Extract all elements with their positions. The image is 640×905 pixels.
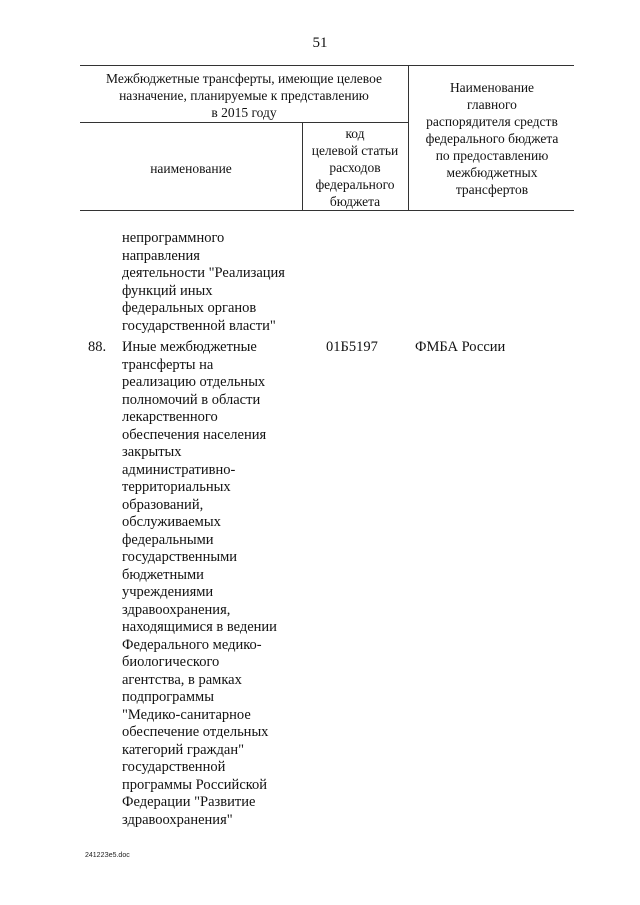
table-top-rule [80,65,574,66]
header-group-title: Межбюджетные трансферты, имеющие целевое назначение, планируемые к представлению в 2015 году [106,71,382,120]
table-row-distributor: ФМБА России [415,339,506,355]
header-column-distributor: Наименование главного распорядителя средств федерального бюджета по предоставлению межбюджетных трансфертов [425,80,559,197]
header-bottom-rule [80,210,574,211]
footer-file-name: 24122Зе5.doc [85,852,130,859]
header-column-divider-code-distributor [408,65,409,210]
page-number: 51 [312,35,328,51]
table-row-code: 01Б5197 [326,339,378,355]
header-group-divider [80,122,408,123]
header-column-code: код целевой статьи расходов федерального бюджета [311,126,399,209]
continuation-cell-name: непрограммного направления деятельности "Реализация функций иных федеральных органов государственной власти" [122,230,285,334]
table-row-number: 88. [88,339,107,355]
table-row-name: Иные межбюджетные трансферты на реализацию отдельных полномочий в области лекарственного обеспечения населения закрытых административно- территориальных образований, обслуживаемых федеральными государственными бюджетными учреждениями здравоохранения, находящимися в ведении Федерального медико- биологического агентства, в рамках подпрограммы "Медико-санитарное обеспечение отдельных категорий граждан" государственной программы Российской Федерации "Развитие здравоохранения" [122,339,277,828]
header-column-name: наименование [150,161,232,176]
